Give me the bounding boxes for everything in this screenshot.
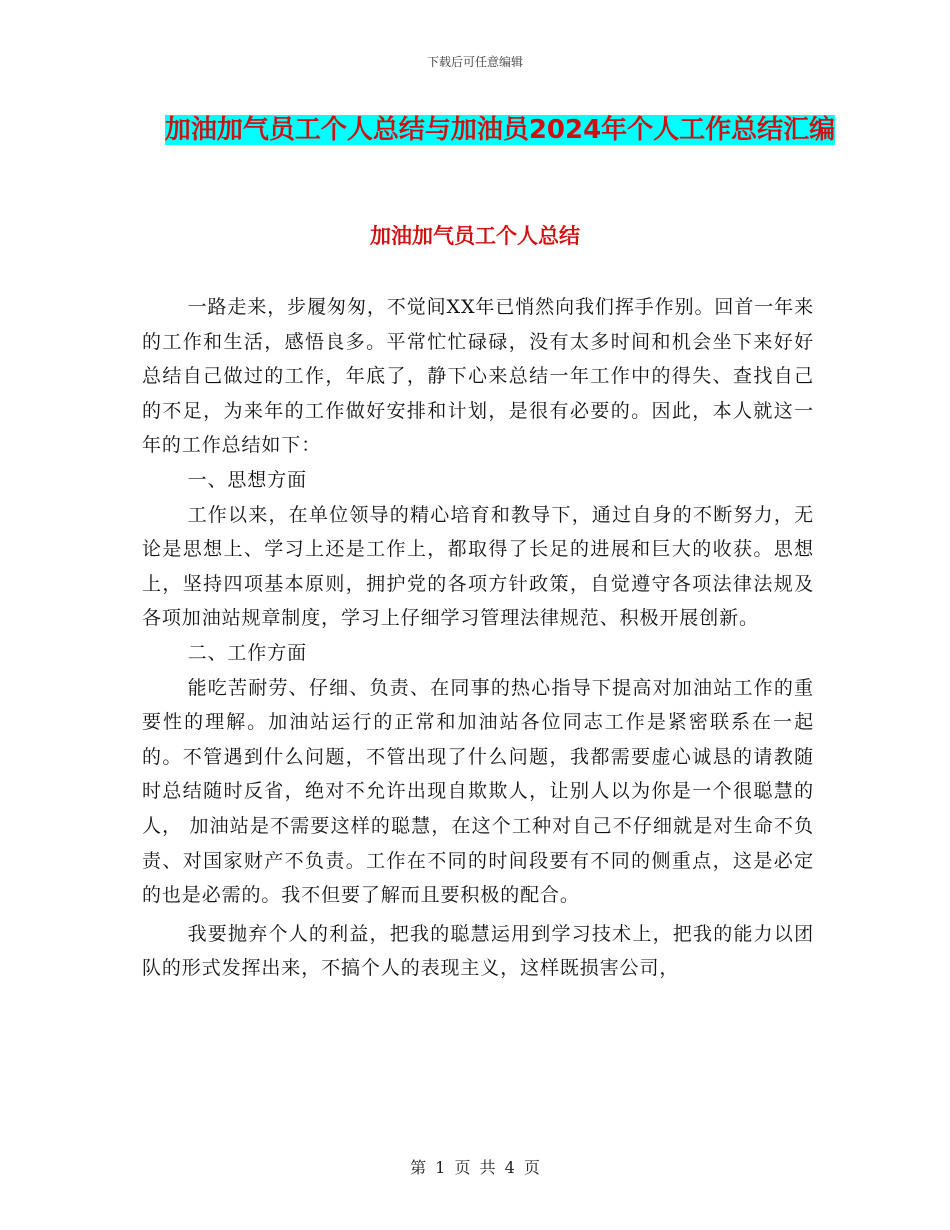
subheading-thought: 一、思想方面 [187, 468, 307, 491]
page-header-note: 下载后可任意编辑 [426, 55, 523, 69]
paragraph: 一路走来，步履匆匆，不觉间XX年已悄然向我们挥手作别。回首一年来的工作和生活，感悟良多。平常忙忙碌碌，没有太多时间和机会坐下来好好总结自己做过的工作，年底了，静下心来总结一年工作中的得失、查找自己的不足，为来年的工作做好安排和计划，是很有必要的。因此，本人就这一年的工作总结如下： [142, 296, 814, 457]
document-body [142, 290, 814, 986]
paragraph: 能吃苦耐劳、仔细、负责、在同事的热心指导下提高对加油站工作的重要性的理解。加油站运行的正常和加油站各位同志工作是紧密联系在一起的。不管遇到什么问题，不管出现了什么问题，我都需要虚心诚恳的请教随时总结随时反省，绝对不允许出现自欺欺人，让别人以为你是一个很聪慧的人， 加油站是不需要这样的聪慧，在这个工种对自己不仔细就是对生命不负责、对国家财产不负责。工作在不同的时间段要有不同的侧重点，这是必定的也是必需的。我不但要了解而且要积极的配合。 [142, 676, 814, 907]
document-title-text: 加油加气员工个人总结与加油员2024年个人工作总结汇编 [164, 115, 836, 145]
page-number: 第 1 页 共 4 页 [410, 1158, 540, 1177]
paragraph: 我要抛弃个人的利益，把我的聪慧运用到学习技术上，把我的能力以团队的形式发挥出来，不搞个人的表现主义，这样既损害公司， [142, 922, 814, 980]
paragraph: 工作以来，在单位领导的精心培育和教导下，通过自身的不断努力，无论是思想上、学习上还是工作上，都取得了长足的进展和巨大的收获。思想上，坚持四项基本原则，拥护党的各项方针政策，自觉遵守各项法律法规及各项加油站规章制度，学习上仔细学习管理法律规范、积极开展创新。 [142, 503, 814, 630]
subheading-work: 二、工作方面 [187, 641, 307, 664]
section-title: 加油加气员工个人总结 [370, 224, 580, 248]
document-title [150, 108, 850, 152]
